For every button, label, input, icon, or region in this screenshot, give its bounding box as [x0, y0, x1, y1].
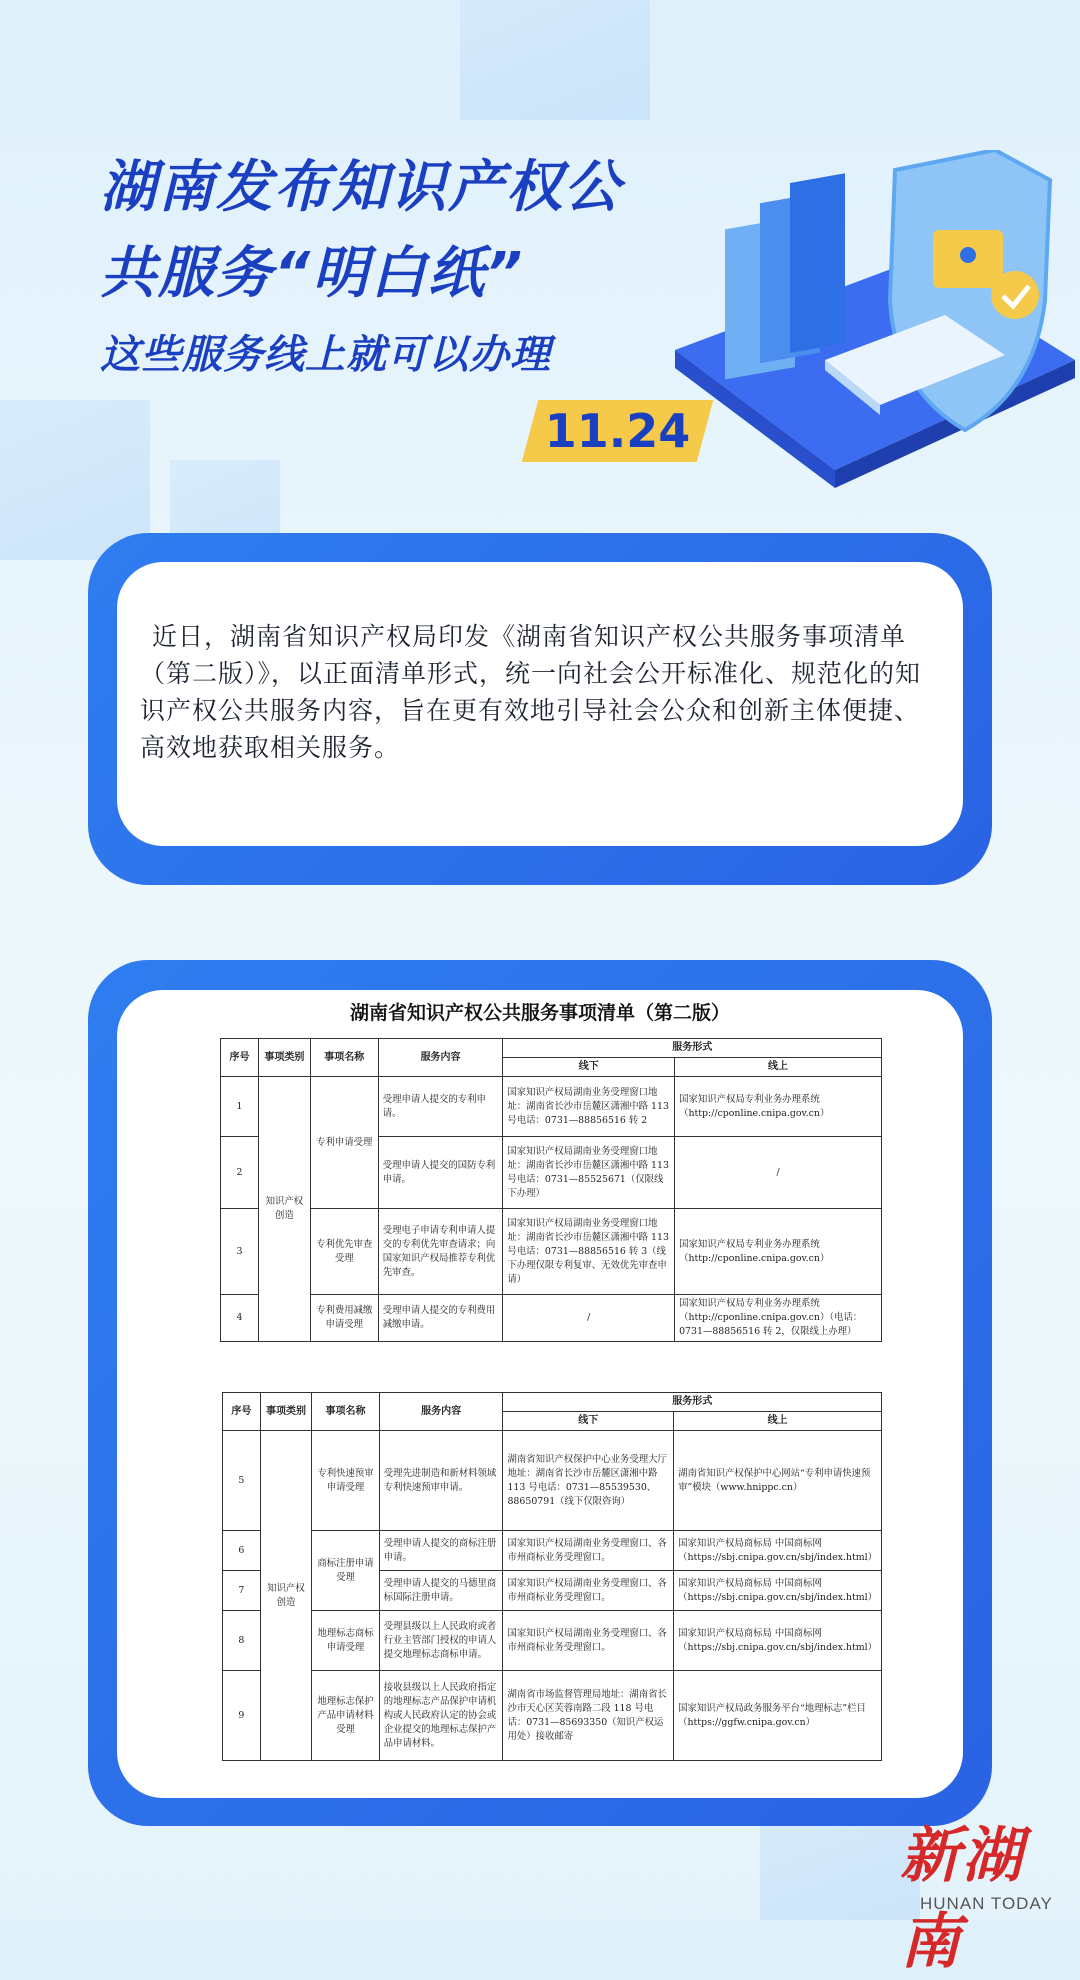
col-header-name: 事项名称	[310, 1039, 378, 1077]
col-header-no: 序号	[221, 1039, 259, 1077]
row-no: 6	[223, 1531, 261, 1571]
col-header-name: 事项名称	[312, 1393, 379, 1431]
table-header-row	[221, 1039, 882, 1058]
bg-cube	[460, 0, 650, 120]
col-header-category: 事项类别	[258, 1039, 310, 1077]
row-offline: 国家知识产权局湖南业务受理窗口地址：湖南省长沙市岳麓区潇湘中路 113 号电话：0731—88856516 转 3（线下办理仅限专利复审、无效优先审查申请）	[503, 1209, 675, 1295]
row-online: 国家知识产权局政务服务平台“地理标志”栏目（https://ggfw.cnipa.gov.cn）	[674, 1671, 882, 1761]
col-header-form: 服务形式	[503, 1393, 882, 1412]
col-header-online: 线上	[675, 1058, 882, 1077]
row-content: 受理申请人提交的国防专利申请。	[378, 1137, 503, 1209]
row-offline: /	[503, 1295, 675, 1342]
brand-logo: 新湖南	[900, 1821, 1024, 1977]
table-row	[223, 1431, 882, 1531]
row-no: 7	[223, 1571, 261, 1611]
col-header-offline: 线下	[503, 1058, 675, 1077]
date-label: 11.24	[544, 404, 691, 458]
books-shield-illustration	[665, 150, 1080, 510]
row-category: 知识产权创造	[258, 1077, 310, 1342]
intro-text: 近日，湖南省知识产权局印发《湖南省知识产权公共服务事项清单（第二版）》，以正面清单形式，统一向社会公开标准化、规范化的知识产权公共服务内容，旨在更有效地引导社会公众和创新主体便捷、高效地获取相关服务。	[140, 622, 922, 762]
row-content: 接收县级以上人民政府指定的地理标志产品保护申请机构或人民政府认定的协会或企业提交的地理标志保护产品申请材料。	[379, 1671, 503, 1761]
row-name: 专利优先审查受理	[310, 1209, 378, 1295]
row-online: 国家知识产权局商标局 中国商标网（https://sbj.cnipa.gov.cn/sbj/index.html）	[674, 1531, 882, 1571]
row-offline: 国家知识产权局湖南业务受理窗口、各市州商标业务受理窗口。	[503, 1531, 674, 1571]
page-title-line2: 共服务“明白纸”	[100, 241, 525, 306]
row-online: 国家知识产权局专利业务办理系统（http://cponline.cnipa.gov.cn）	[675, 1209, 882, 1295]
row-online: 湖南省知识产权保护中心网站“专利申请快速预审”模块（www.hnippc.cn）	[674, 1431, 882, 1531]
row-no: 9	[223, 1671, 261, 1761]
row-content: 受理申请人提交的专利申请。	[378, 1077, 503, 1137]
brand-logo-sub: HUNAN TODAY	[920, 1894, 1053, 1913]
row-no: 2	[221, 1137, 259, 1209]
row-name: 地理标志商标申请受理	[312, 1611, 379, 1671]
table-row	[221, 1209, 882, 1295]
row-no: 3	[221, 1209, 259, 1295]
row-content: 受理先进制造和新材料领域专利快速预审申请。	[379, 1431, 503, 1531]
title-block	[100, 145, 660, 380]
row-online: /	[675, 1137, 882, 1209]
table-row	[221, 1077, 882, 1137]
row-category: 知识产权创造	[260, 1431, 312, 1761]
row-name: 专利申请受理	[310, 1077, 378, 1209]
row-offline: 国家知识产权局湖南业务受理窗口地址：湖南省长沙市岳麓区潇湘中路 113 号电话：0731—85525671（仅限线下办理）	[503, 1137, 675, 1209]
row-content: 受理电子申请专利申请人提交的专利优先审查请求；向国家知识产权局推荐专利优先审查。	[378, 1209, 503, 1295]
row-online: 国家知识产权局专利业务办理系统（http://cponline.cnipa.gov.cn）	[675, 1077, 882, 1137]
row-name: 专利快速预审申请受理	[312, 1431, 379, 1531]
row-online: 国家知识产权局商标局 中国商标网（https://sbj.cnipa.gov.cn/sbj/index.html）	[674, 1571, 882, 1611]
row-offline: 国家知识产权局湖南业务受理窗口、各市州商标业务受理窗口。	[503, 1611, 674, 1671]
col-header-online: 线上	[674, 1412, 882, 1431]
service-table-1	[220, 1038, 882, 1342]
table-row	[223, 1611, 882, 1671]
row-offline: 国家知识产权局湖南业务受理窗口、各市州商标业务受理窗口。	[503, 1571, 674, 1611]
col-header-offline: 线下	[503, 1412, 674, 1431]
row-no: 1	[221, 1077, 259, 1137]
col-header-content: 服务内容	[379, 1393, 503, 1431]
page-title-line1: 湖南发布知识产权公	[100, 155, 622, 220]
row-no: 4	[221, 1295, 259, 1342]
table-row	[223, 1671, 882, 1761]
row-offline: 湖南省知识产权保护中心业务受理大厅地址：湖南省长沙市岳麓区潇湘中路 113 号电话：0731—85539530、88650791（线下仅限咨询）	[503, 1431, 674, 1531]
col-header-no: 序号	[223, 1393, 261, 1431]
document-title: 湖南省知识产权公共服务事项清单（第二版）	[349, 1002, 730, 1024]
row-online: 国家知识产权局专利业务办理系统（http://cponline.cnipa.gov.cn）（电话：0731—88856516 转 2，仅限线上办理）	[675, 1295, 882, 1342]
row-content: 受理申请人提交的专利费用减缴申请。	[378, 1295, 503, 1342]
row-offline: 国家知识产权局湖南业务受理窗口地址：湖南省长沙市岳麓区潇湘中路 113 号电话：0731—88856516 转 2	[503, 1077, 675, 1137]
row-content: 受理申请人提交的马德里商标国际注册申请。	[379, 1571, 503, 1611]
page-subtitle: 这些服务线上就可以办理	[100, 332, 551, 378]
row-name: 地理标志保护产品申请材料受理	[312, 1671, 379, 1761]
row-content: 受理县级以上人民政府或者行业主管部门授权的申请人提交地理标志商标申请。	[379, 1611, 503, 1671]
col-header-content: 服务内容	[378, 1039, 503, 1077]
table-header-row	[223, 1393, 882, 1412]
row-no: 8	[223, 1611, 261, 1671]
col-header-category: 事项类别	[260, 1393, 312, 1431]
table-row	[223, 1531, 882, 1571]
table-row	[221, 1295, 882, 1342]
row-name: 专利费用减缴申请受理	[310, 1295, 378, 1342]
service-table-2	[222, 1392, 882, 1761]
row-name: 商标注册申请受理	[312, 1531, 379, 1611]
row-offline: 湖南省市场监督管理局地址：湖南省长沙市天心区芙蓉南路二段 118 号电话：0731—85693350（知识产权运用处）接收邮寄	[503, 1671, 674, 1761]
row-content: 受理申请人提交的商标注册申请。	[379, 1531, 503, 1571]
col-header-form: 服务形式	[503, 1039, 882, 1058]
row-no: 5	[223, 1431, 261, 1531]
row-online: 国家知识产权局商标局 中国商标网（https://sbj.cnipa.gov.cn/sbj/index.html）	[674, 1611, 882, 1671]
